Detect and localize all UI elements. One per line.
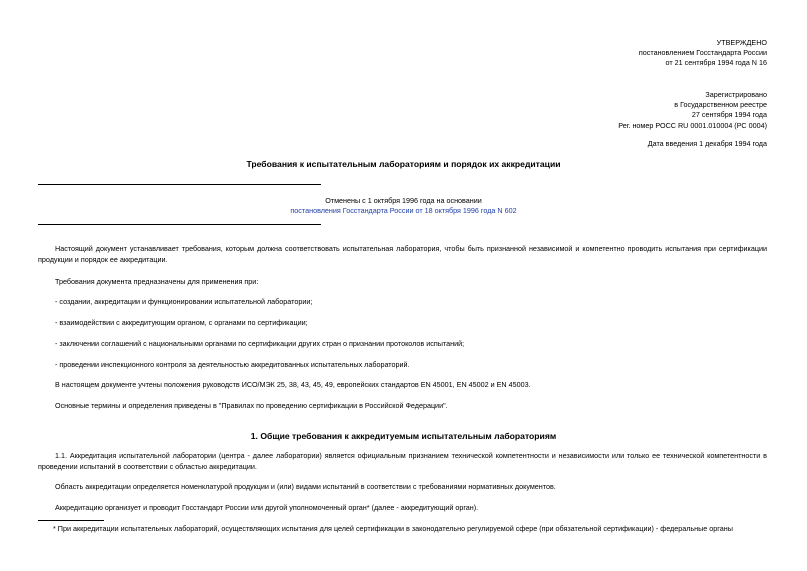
- standards-paragraph: В настоящем документе учтены положения руководств ИСО/МЭК 25, 38, 43, 45, 49, европейских стандартов EN 45001, EN 45002 и EN 45003.: [55, 380, 531, 389]
- section-1-paragraph-3: Аккредитацию организует и проводит Госстандарт России или другой уполномоченный орган* (далее - аккредитующий орган).: [55, 503, 479, 512]
- footnote-divider: [38, 520, 104, 521]
- list-item: - заключении соглашений с национальными органами по сертификации других стран о признании протоколов испытаний;: [55, 339, 465, 348]
- approval-authority: постановлением Госстандарта России: [638, 48, 767, 58]
- list-item: - взаимодействии с аккредитующим органом, с органами по сертификации;: [55, 318, 308, 327]
- approval-heading: УТВЕРЖДЕНО: [716, 38, 767, 47]
- registration-number: Рег. номер РОСС RU 0001.010004 (РС 0004): [618, 120, 767, 130]
- intro-date: Дата введения 1 декабря 1994 года: [647, 139, 767, 148]
- terms-paragraph: Основные термины и определения приведены в "Правилах по проведению сертификации в Российской Федерации".: [55, 401, 448, 410]
- section-1-paragraph-2: Область аккредитации определяется номенклатурой продукции и (или) видами испытаний в соответствии с требованиями нормативных документов.: [55, 482, 556, 491]
- approval-block: [639, 38, 767, 69]
- scope-paragraph: Требования документа предназначены для применения при:: [55, 277, 259, 286]
- registration-block: [618, 90, 767, 131]
- cancellation-link[interactable]: постановления Госстандарта России от 18 октября 1996 года N 602: [290, 206, 517, 216]
- approval-date: от 21 сентября 1994 года N 16: [665, 58, 767, 68]
- cancellation-bottom-divider: [38, 224, 321, 225]
- cancellation-notice: [0, 196, 807, 217]
- cancellation-text: Отменены с 1 октября 1996 года на основании: [325, 196, 482, 205]
- registration-date: 27 сентября 1994 года: [691, 110, 767, 120]
- cancellation-top-divider: [38, 184, 321, 185]
- intro-paragraph: Настоящий документ устанавливает требования, которым должна соответствовать испытательная лаборатория, чтобы быть признанной независимой и компетентно проводить испытания при сертификации продукции и порядок ее аккредитации.: [38, 244, 767, 264]
- list-item: - создании, аккредитации и функционировании испытательной лаборатории;: [55, 297, 313, 306]
- footnote: * При аккредитации испытательных лабораторий, осуществляющих испытания для целей сертификации в законодательно регулируемой сфере (при обязательной сертификации) - федеральные органы: [53, 524, 733, 533]
- document-title: Требования к испытательным лабораториям и порядок их аккредитации: [246, 159, 561, 169]
- registration-heading: Зарегистрировано: [705, 90, 767, 99]
- section-1-paragraph-1: 1.1. Аккредитация испытательной лаборатории (центра - далее лаборатории) является официальным признанием технической компетентности и независимости или только ее технической компетентности в проведении испытаний в соответствии с областью аккредитации.: [38, 451, 767, 471]
- section-1-title: 1. Общие требования к аккредитуемым испытательным лабораториям: [250, 431, 557, 441]
- list-item: - проведении инспекционного контроля за деятельностью аккредитованных испытательных лабораторий.: [55, 360, 410, 369]
- registration-registry: в Государственном реестре: [674, 100, 767, 110]
